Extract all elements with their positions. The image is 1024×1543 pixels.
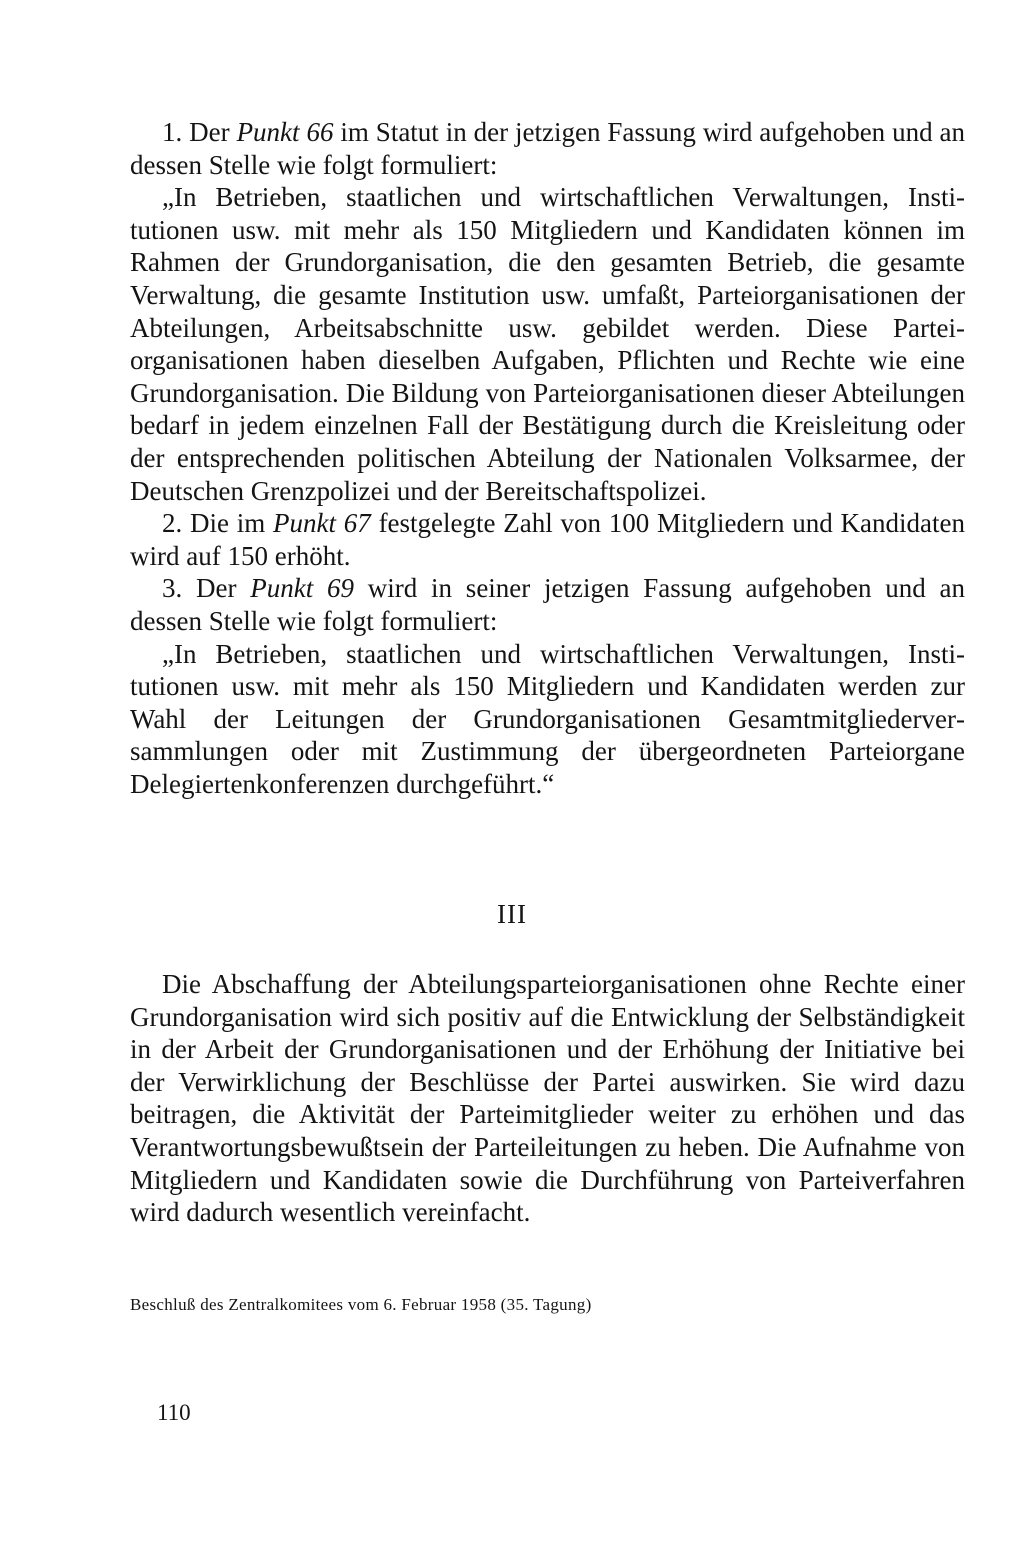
- item-3-intro-after: wird in seiner jetzigen Fassung aufgehoben und an dessen Stelle wie folgt formuliert:: [130, 573, 965, 636]
- item-2-reference: Punkt 67: [273, 508, 371, 539]
- item-3-quote: „In Betrieben, staatlichen und wirtschaftlichen Verwaltungen, Institutionen usw. mit mehr als 150 Mitgliedern und Kandidaten werden zur Wahl der Leitungen der Grundorganisationen Gesamtmitgliederversammlungen oder mit Zustimmung der übergeordneten Parteiorgane Delegiertenkonferenzen durchgeführt.“: [130, 638, 965, 799]
- section-iii-paragraph: Die Abschaffung der Abteilungsparteiorganisationen ohne Rechte einer Grundorganisation wird sich positiv auf die Entwicklung der Selbständigkeit in der Arbeit der Grundorganisationen und der Erhöhung der Initiative bei der Verwirklichung der Beschlüsse der Partei auswirken. Sie wird dazu beitragen, die Aktivität der Parteimitglieder weiter zu erhöhen und das Verantwortungsbewußtsein der Parteileitungen zu heben. Die Aufnahme von Mitgliedern und Kandidaten sowie die Durchführung von Parteiverfahren wird dadurch wesentlich vereinfacht.: [130, 969, 965, 1228]
- item-2: [130, 507, 965, 572]
- item-1-reference: Punkt 66: [236, 117, 334, 147]
- item-1-quote: „In Betrieben, staatlichen und wirtschaftlichen Verwaltungen, Institutionen usw. mit mehr als 150 Mitgliedern und Kandidaten können im Rahmen der Grundorganisation, die den gesamten Betrieb, die gesamte Verwaltung, die gesamte Institution usw. umfaßt, Parteiorganisationen der Abteilungen, Arbeitsabschnitte usw. gebildet werden. Diese Parteiorganisationen haben dieselben Aufgaben, Pflichten und Rechte wie eine Grundorganisation. Die Bildung von Parteiorganisationen dieser Abteilungen bedarf in jedem einzelnen Fall der Bestätigung durch die Kreisleitung oder der entsprechenden politischen Abteilung der Nationalen Volksarmee, der Deutschen Grenzpolizei und der Bereitschaftspolizei.: [130, 182, 965, 506]
- item-1-intro-after: im Statut in der jetzigen Fassung wird aufgehoben und an dessen Stelle wie folgt formuliert:: [130, 117, 965, 180]
- item-3-reference: Punkt 69: [250, 573, 355, 604]
- amendments-block: [130, 116, 965, 800]
- item-1-intro-before: 1. Der: [162, 117, 237, 147]
- section-iii-block: [130, 968, 965, 1229]
- item-2-before: 2. Die im: [162, 508, 274, 539]
- item-2-after: festgelegte Zahl von 100 Mitgliedern und Kandidaten wird auf 150 erhöht.: [130, 508, 965, 571]
- item-1-intro: [130, 116, 965, 181]
- page-number: 110: [157, 1400, 191, 1425]
- item-3-intro-before: 3. Der: [162, 573, 251, 604]
- item-3-intro: [130, 572, 965, 637]
- source-note: Beschluß des Zentralkomitees vom 6. Februar 1958 (35. Tagung): [130, 1295, 592, 1314]
- section-heading: III: [497, 899, 527, 929]
